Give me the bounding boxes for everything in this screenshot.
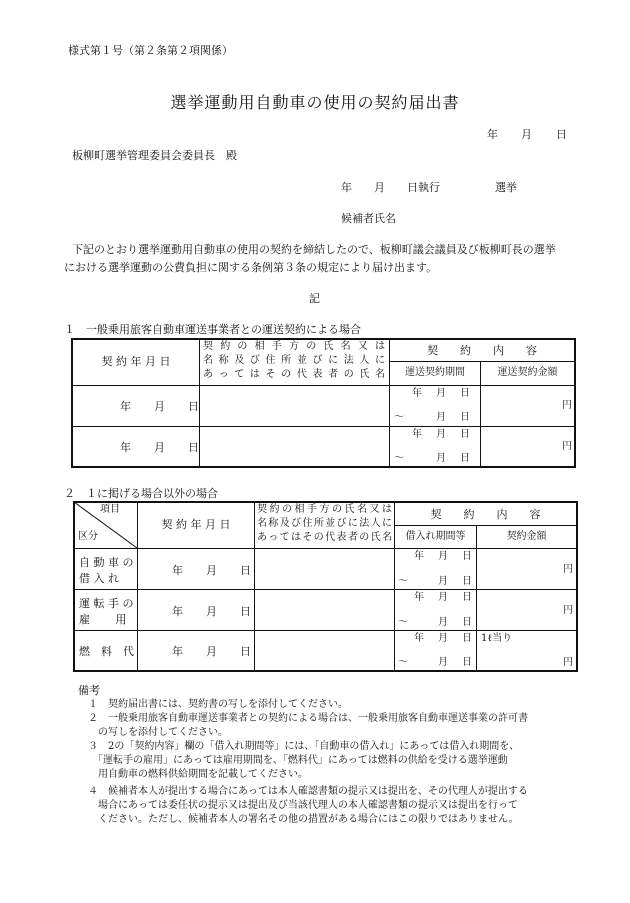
note-line: ２ 一般乗用旅客自動車運送事業者との契約による場合は、一般乗用旅客自動車運送事業の許可書 [88, 713, 528, 724]
note-line: ４ 候補者本人が提出する場合にあっては本人確認書類の提示又は提出を、その代理人が提出する [88, 786, 528, 797]
candidate-name-label: 候補者氏名 [341, 212, 396, 225]
note-line: ３ 2の「契約内容」欄の「借入れ期間等」には、「自動車の借入れ」にあっては借入れ期間を、 [88, 741, 520, 752]
s1-col-amount: 運送契約金額 [497, 367, 558, 378]
note-line: 場合にあっては委任状の提示又は提出及び当該代理人の本人確認書類の提示又は提出を行って [88, 800, 518, 811]
ki-mark: 記 [309, 292, 320, 305]
contract-party-field[interactable] [200, 386, 389, 426]
s1-col-content: 契 約 内 容 [427, 344, 537, 357]
s1-col-date: 契 約 年 月 日 [101, 355, 171, 368]
note-line: ください。ただし、候補者本人の署名その他の措置がある場合にはこの限りではありません。 [88, 814, 519, 825]
yen-unit: 円 [563, 564, 573, 575]
yen-unit: 円 [563, 657, 573, 668]
document-title: 選挙運動用自動車の使用の契約届出書 [170, 93, 460, 112]
notes-heading: 備考 [78, 684, 100, 697]
note-line: １ 契約届出書には、契約書の写しを添付してください。 [88, 699, 348, 710]
yen-unit: 円 [562, 400, 572, 411]
s1-col-party-2: 名 称 及 び 住 所 並 び に 法 人 に [203, 355, 385, 366]
s2-col-party-1: 契約の相手方の氏名又は [257, 504, 392, 515]
form-number: 様式第１号（第２条第２項関係） [68, 44, 233, 57]
note-line: 用自動車の燃料供給期間を記載してください。 [88, 769, 308, 780]
row-label-driver-employment: 運 転 手 の [79, 597, 134, 610]
contract-party-field[interactable] [255, 549, 394, 589]
row-label-fuel-cost: 燃 料 代 [79, 645, 134, 658]
note-line: の写しを添付してください。 [88, 727, 228, 738]
contract-party-field[interactable] [200, 427, 389, 466]
s2-corner-item: 項目 [100, 504, 120, 515]
fuel-unit-label: 1ℓ当り [481, 633, 513, 644]
s2-col-date: 契 約 年 月 日 [161, 518, 231, 531]
s1-col-party-3: あ っ て は そ の 代 表 者 の 氏 名 [203, 369, 385, 380]
s1-col-period: 運送契約期間 [405, 367, 465, 378]
s2-col-content: 契 約 内 容 [430, 508, 541, 521]
contract-party-field[interactable] [255, 631, 394, 670]
addressee: 板柳町選挙管理委員会委員長 殿 [72, 149, 237, 162]
s2-col-amount: 契約金額 [506, 531, 547, 542]
yen-unit: 円 [563, 605, 573, 616]
section2-heading: ２ １に掲げる場合以外の場合 [64, 487, 218, 500]
note-line: 「運転手の雇用」にあっては雇用期間を、「燃料代」にあっては燃料の供給を受ける選挙運動 [88, 755, 508, 766]
s2-col-party-3: あってはその代表者の氏名 [257, 532, 392, 543]
section1-heading: １ 一般乗用旅客自動車運送事業者との運送契約による場合 [64, 323, 361, 336]
s2-col-period: 借入れ期間等 [405, 531, 466, 542]
s1-col-party-1: 契 約 の 相 手 方 の 氏 名 又 は [203, 341, 385, 352]
contract-party-field[interactable] [255, 590, 394, 630]
s2-corner-category: 区分 [78, 531, 98, 542]
yen-unit: 円 [562, 441, 572, 452]
s2-col-party-2: 名称及び住所並びに法人に [257, 518, 392, 529]
row-label-vehicle-rental: 自 動 車 の [79, 556, 134, 569]
